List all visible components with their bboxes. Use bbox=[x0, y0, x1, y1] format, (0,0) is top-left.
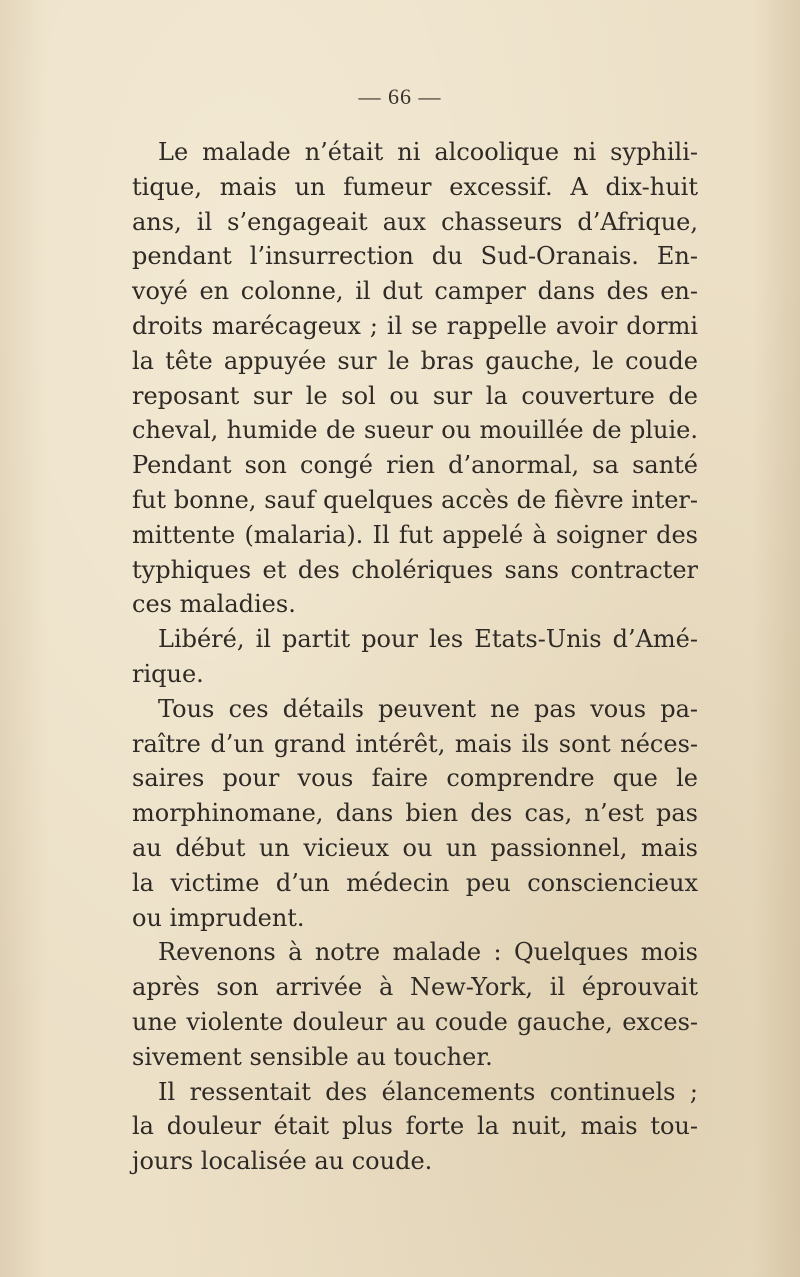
text-line: ans, il s’engageait aux chasseurs d’Afrique, bbox=[132, 207, 698, 236]
body-text bbox=[132, 135, 698, 1179]
text-line: cheval, humide de sueur ou mouillée de pluie. bbox=[132, 416, 698, 445]
text-line: voyé en colonne, il dut camper dans des en- bbox=[132, 277, 698, 306]
text-line: Le malade n’était ni alcoolique ni syphili- bbox=[158, 138, 698, 166]
text-line: la victime d’un médecin peu consciencieux bbox=[132, 868, 698, 897]
text-line: morphinomane, dans bien des cas, n’est pas bbox=[132, 799, 698, 828]
text-line: ou imprudent. bbox=[132, 903, 305, 932]
text-line: reposant sur le sol ou sur la couverture de bbox=[132, 381, 698, 410]
text-line: Il ressentait des élancements continuels ; bbox=[158, 1077, 698, 1106]
text-line: Pendant son congé rien d’anormal, sa santé bbox=[132, 451, 698, 480]
text-line: jours localisée au coude. bbox=[132, 1147, 433, 1176]
text-line: Tous ces détails peuvent ne pas vous pa- bbox=[158, 694, 698, 723]
text-line: tique, mais un fumeur excessif. A dix-huit bbox=[132, 172, 698, 201]
page-number: — 66 — bbox=[358, 84, 442, 109]
text-line: droits marécageux ; il se rappelle avoir dormi bbox=[132, 311, 698, 340]
text-line: pendant l’insurrection du Sud-Oranais. En- bbox=[132, 242, 698, 271]
text-line: saires pour vous faire comprendre que le bbox=[132, 764, 698, 793]
text-line: la douleur était plus forte la nuit, mais tou- bbox=[132, 1112, 698, 1141]
text-line: sivement sensible au toucher. bbox=[132, 1042, 493, 1071]
text-line: typhiques et des cholériques sans contracter bbox=[132, 555, 698, 584]
text-line: Libéré, il partit pour les Etats-Unis d’Amé- bbox=[158, 625, 698, 654]
text-line: mittente (malaria). Il fut appelé à soigner des bbox=[132, 520, 698, 549]
text-line: ces maladies. bbox=[132, 590, 296, 619]
text-line: rique. bbox=[132, 659, 204, 688]
text-line: raître d’un grand intérêt, mais ils sont néces- bbox=[132, 729, 698, 758]
text-line: la tête appuyée sur le bras gauche, le coude bbox=[132, 346, 698, 375]
text-line: au début un vicieux ou un passionnel, mais bbox=[132, 833, 698, 862]
text-line: Revenons à notre malade : Quelques mois bbox=[158, 938, 698, 967]
text-line: fut bonne, sauf quelques accès de fièvre inter- bbox=[132, 485, 698, 514]
text-line: une violente douleur au coude gauche, exces- bbox=[132, 1007, 698, 1036]
text-line: après son arrivée à New-York, il éprouvait bbox=[132, 973, 698, 1002]
